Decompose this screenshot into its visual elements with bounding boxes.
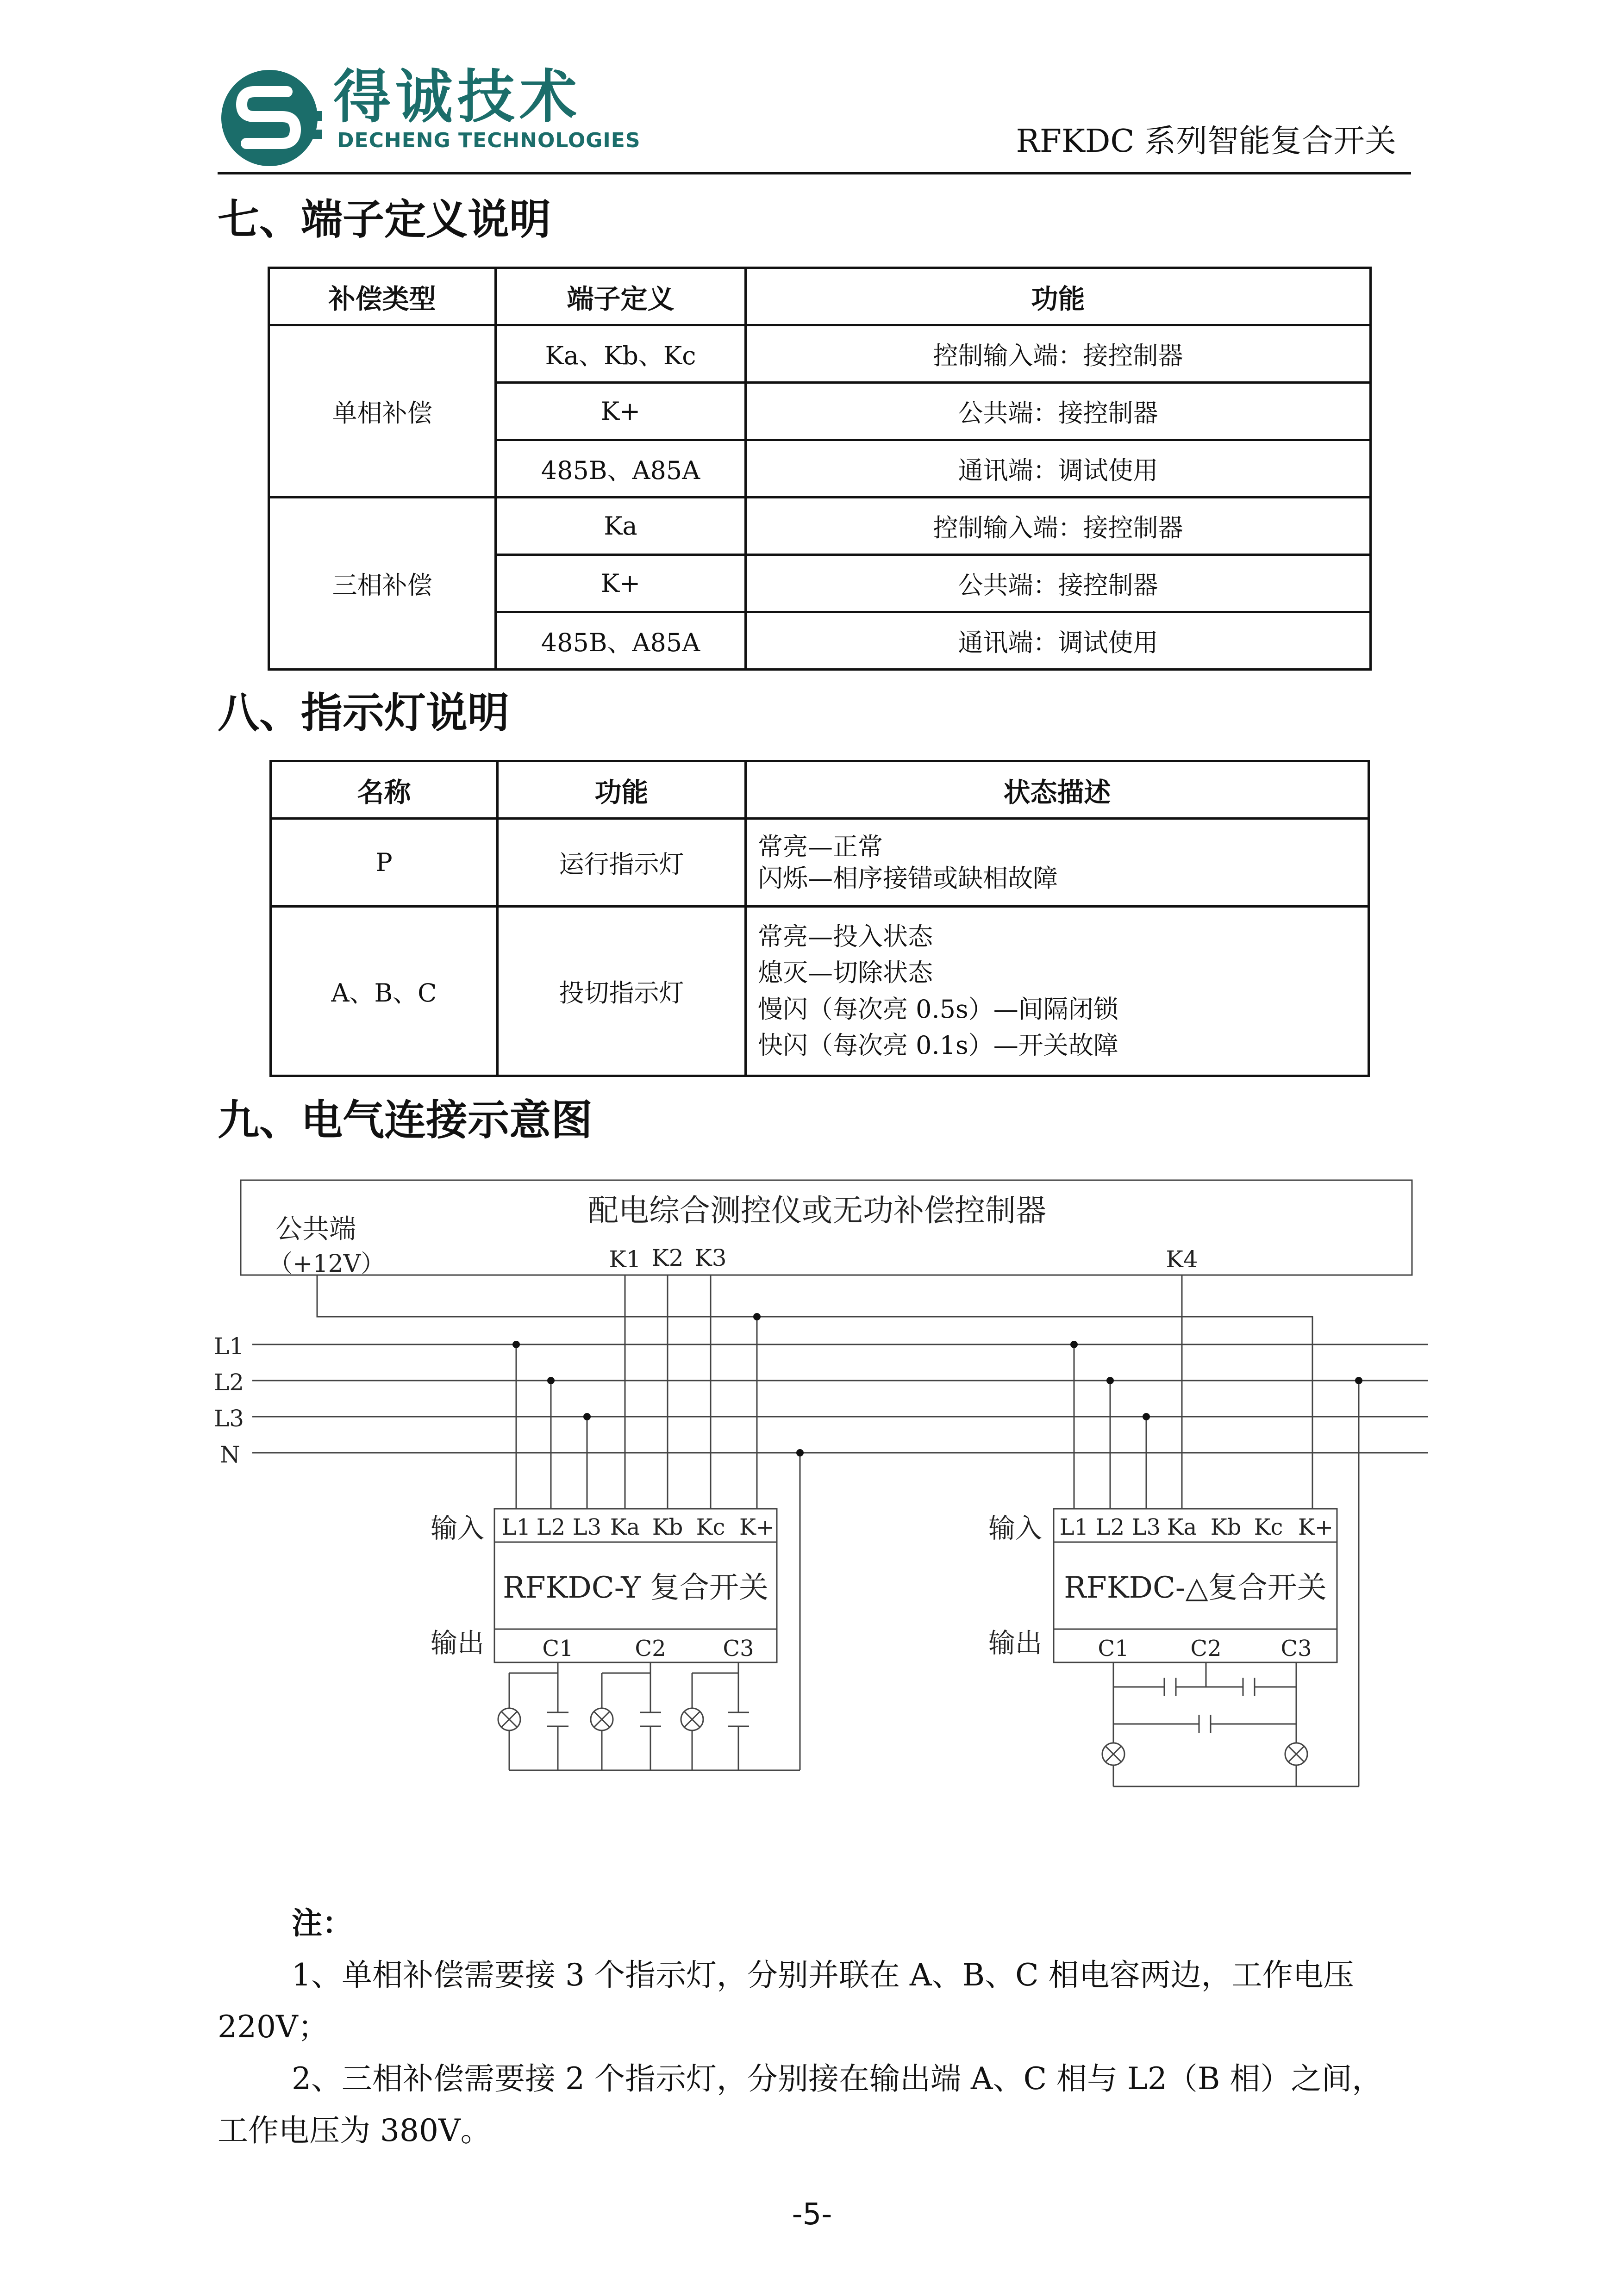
terminal-cell: K+ [496,555,746,612]
junction-dots [512,1313,1362,1456]
section7-title: 七、端子定义说明 [218,195,551,244]
terminal-cell: Ka [496,498,746,555]
section9-title: 九、电气连接示意图 [218,1096,593,1145]
notes-title: 注： [292,1905,353,1941]
terminal-label: Ka [610,1514,640,1540]
function-cell: 控制输入端：接控制器 [746,498,1371,555]
function-cell: 控制输入端：接控制器 [746,325,1371,383]
comp-type-cell: 单相补偿 [269,325,496,498]
output-terminal-label: C1 [1098,1636,1129,1661]
terminal-label: K+ [739,1514,775,1540]
k-label: K4 [1166,1246,1198,1273]
k-label: K1 [609,1246,641,1273]
table-header: 状态描述 [746,761,1369,819]
function-cell: 公共端：接控制器 [746,555,1371,612]
output-label: 输出 [988,1627,1043,1659]
common-wire [317,1275,1312,1509]
terminal-label: L3 [572,1514,602,1540]
terminal-label: Kc [696,1514,725,1540]
state-line: 常亮—投入状态 [758,921,933,951]
state-line: 常亮—正常 [758,832,883,861]
brand-name-cn: 得诚技术 [333,64,582,131]
terminal-label: L2 [536,1514,566,1540]
common-voltage: （+12V） [269,1250,385,1278]
table-header: 端子定义 [496,268,746,325]
terminal-label: Kb [1210,1514,1242,1540]
terminal-label: L3 [1131,1514,1161,1540]
function-cell: 公共端：接控制器 [746,383,1371,440]
terminal-cell: 485B、A85A [496,612,746,670]
state-line: 熄灭—切除状态 [758,958,933,988]
output-terminal-label: C1 [542,1636,574,1661]
terminal-label: Kc [1254,1514,1283,1540]
controller-label: 配电综合测控仪或无功补偿控制器 [588,1193,1046,1228]
table-header: 补偿类型 [269,268,496,325]
table-header: 名称 [271,761,498,819]
terminal-label: L1 [501,1514,531,1540]
terminal-cell: Ka、Kb、Kc [496,325,746,383]
terminal-cell: K+ [496,383,746,440]
terminal-label: L1 [1059,1514,1089,1540]
output-label: 输出 [431,1627,485,1659]
page-number: -5- [792,2197,832,2232]
state-line: 闪烁—相序接错或缺相故障 [758,863,1058,893]
notes-block [218,1898,1412,2157]
line-label: N [220,1441,240,1468]
line-label: L2 [214,1369,244,1396]
note-item: 1、单相补偿需要接 3 个指示灯，分别并联在 A、B、C 相电容两边，工作电压 220V； [218,1957,1354,2045]
line-label: L1 [214,1333,244,1360]
line-label: L3 [214,1405,244,1432]
table-header: 功能 [498,761,746,819]
common-label: 公共端 [275,1213,356,1244]
state-line: 快闪（每次亮 0.1s）—开关故障 [758,1030,1118,1060]
comp-type-cell: 三相补偿 [269,498,496,670]
note-item: 2、三相补偿需要接 2 个指示灯，分别接在输出端 A、C 相与 L2（B 相）之间，工作电压为 380V。 [218,2061,1383,2148]
terminal-label: L2 [1095,1514,1125,1540]
terminal-label: K+ [1298,1514,1334,1540]
k-label: K3 [694,1244,727,1271]
indicator-name-cell: A、B、C [271,907,498,1076]
module-y-name: RFKDC-Y 复合开关 [503,1571,768,1605]
table-header: 功能 [746,268,1371,325]
terminal-label: Kb [652,1514,683,1540]
section8-title: 八、指示灯说明 [218,689,509,737]
module-d-name: RFKDC-△复合开关 [1064,1571,1327,1605]
k-label: K2 [651,1244,684,1271]
function-cell: 通讯端：调试使用 [746,612,1371,670]
indicator-function-cell: 投切指示灯 [498,907,746,1076]
function-cell: 通讯端：调试使用 [746,440,1371,498]
output-terminal-label: C3 [1280,1636,1312,1661]
state-line: 慢闪（每次亮 0.5s）—间隔闭锁 [758,994,1118,1024]
output-terminal-label: C2 [1190,1636,1222,1661]
output-terminal-label: C2 [635,1636,666,1661]
terminal-cell: 485B、A85A [496,440,746,498]
input-label: 输入 [431,1512,485,1544]
terminal-label: Ka [1167,1514,1197,1540]
document-title: RFKDC 系列智能复合开关 [1016,123,1396,160]
indicator-name-cell: P [271,819,498,907]
input-label: 输入 [988,1512,1043,1544]
brand-name-en: DECHENG TECHNOLOGIES [337,129,641,152]
output-terminal-label: C3 [723,1636,754,1661]
indicator-function-cell: 运行指示灯 [498,819,746,907]
